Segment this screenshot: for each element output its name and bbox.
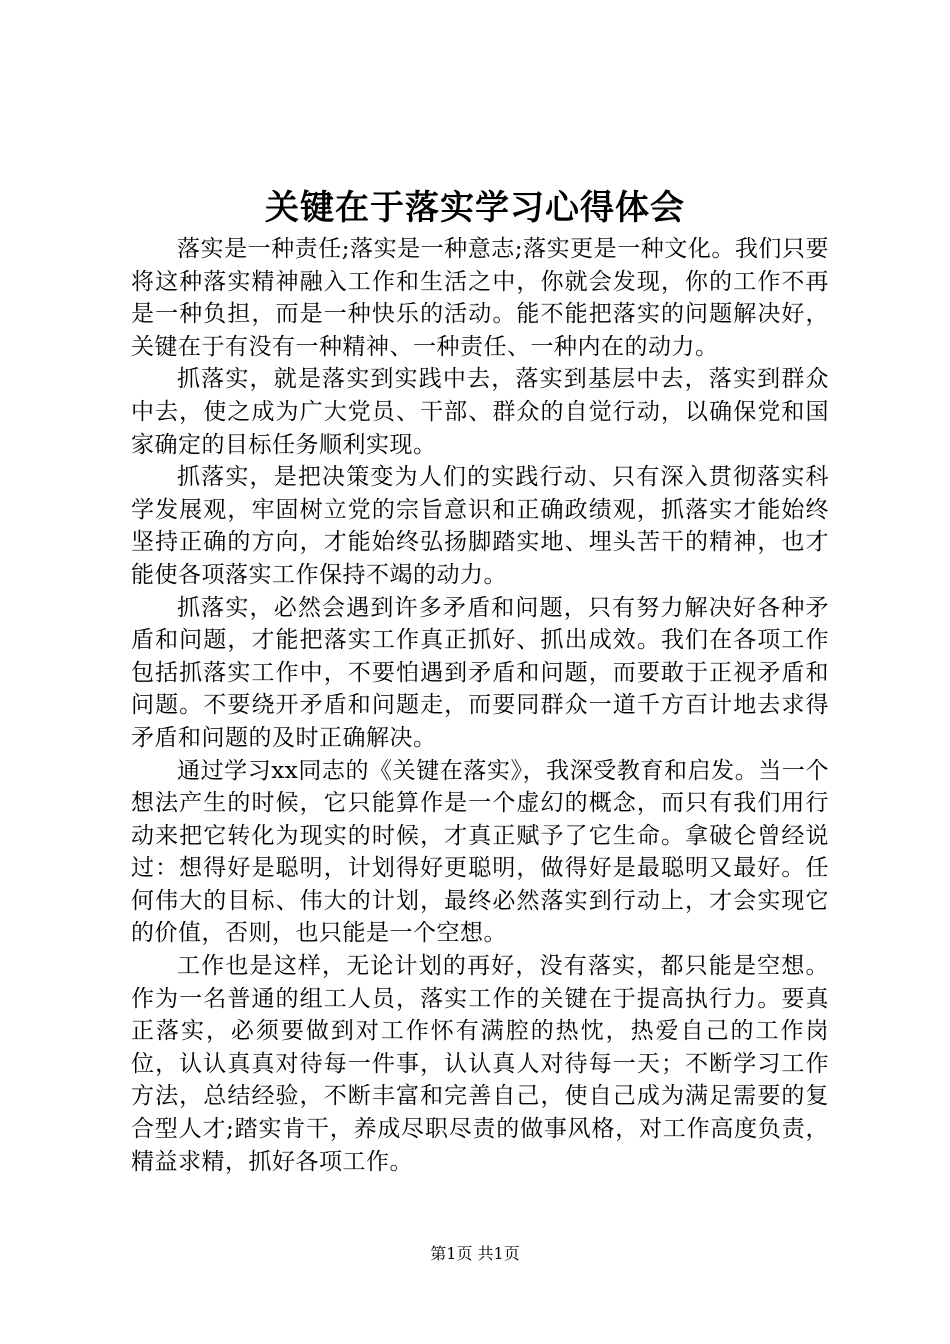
document-title: 关键在于落实学习心得体会 [265,188,685,228]
paragraph: 落实是一种责任;落实是一种意志;落实更是一种文化。我们只要将这种落实精神融入工作和生活之中，你就会发现，你的工作不再是一种负担，而是一种快乐的活动。能不能把落实的问题解决好，关键在于有没有一种精神、一种责任、一种内在的动力。 [131,236,829,360]
document-body [131,233,829,1178]
paragraph: 通过学习xx同志的《关键在落实》，我深受教育和启发。当一个想法产生的时候，它只能算作是一个虚幻的概念，而只有我们用行动来把它转化为现实的时候，才真正赋予了它生命。拿破仑曾经说过：想得好是聪明，计划得好更聪明，做得好是最聪明又最好。任何伟大的目标、伟大的计划，最终必然落实到行动上，才会实现它的价值，否则，也只能是一个空想。 [131,757,829,947]
page-footer: 第1页 共1页 [430,1244,520,1263]
paragraph: 抓落实，就是落实到实践中去，落实到基层中去，落实到群众中去，使之成为广大党员、干部、群众的自觉行动，以确保党和国家确定的目标任务顺利实现。 [131,366,829,458]
paragraph: 工作也是这样，无论计划的再好，没有落实，都只能是空想。作为一名普通的组工人员，落实工作的关键在于提高执行力。要真正落实，必须要做到对工作怀有满腔的热忱，热爱自己的工作岗位，认认真真对待每一件事，认认真人对待每一天；不断学习工作方法，总结经验，不断丰富和完善自己，使自己成为满足需要的复合型人才;踏实肯干，养成尽职尽责的做事风格，对工作高度负责，精益求精，抓好各项工作。 [131,953,829,1175]
paragraph: 抓落实，必然会遇到许多矛盾和问题，只有努力解决好各种矛盾和问题，才能把落实工作真正抓好、抓出成效。我们在各项工作包括抓落实工作中，不要怕遇到矛盾和问题，而要敢于正视矛盾和问题。不要绕开矛盾和问题走，而要同群众一道千方百计地去求得矛盾和问题的及时正确解决。 [131,594,829,751]
paragraph: 抓落实，是把决策变为人们的实践行动、只有深入贯彻落实科学发展观，牢固树立党的宗旨意识和正确政绩观，抓落实才能始终坚持正确的方向，才能始终弘扬脚踏实地、埋头苦干的精神，也才能使各项落实工作保持不竭的动力。 [131,464,829,588]
